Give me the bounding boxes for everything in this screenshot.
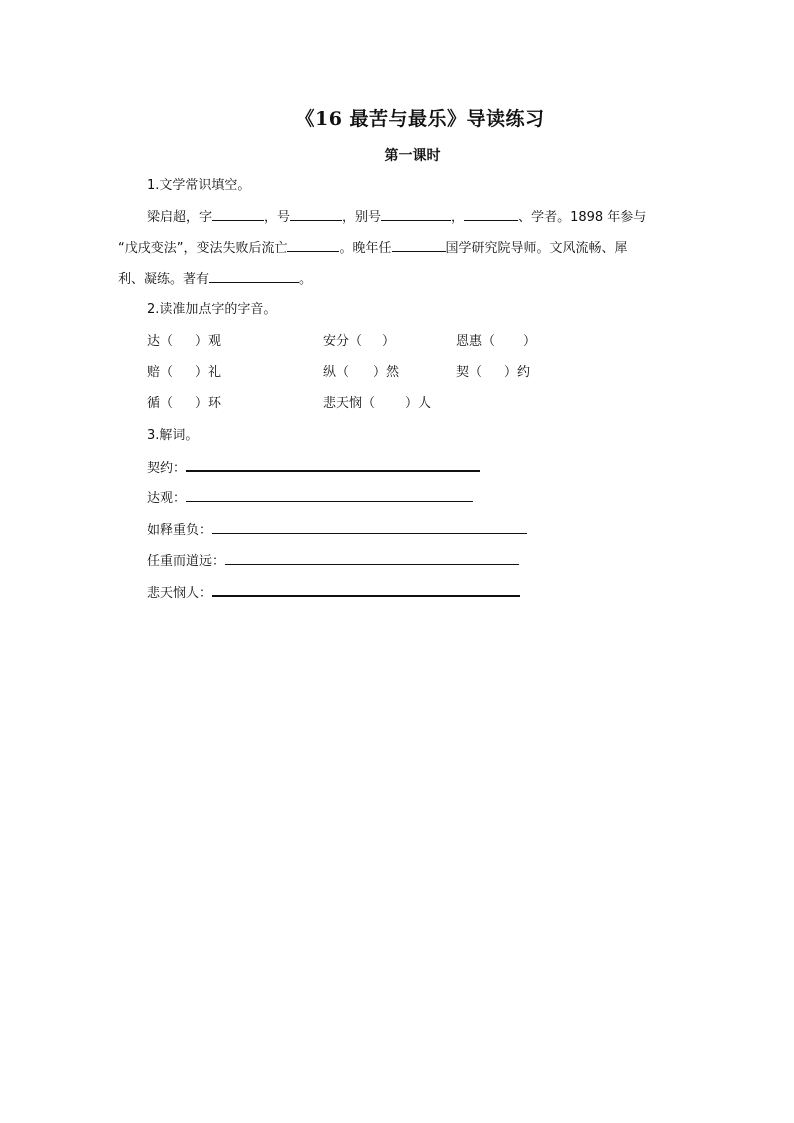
pinyin-item[interactable] <box>323 364 399 382</box>
fill-blank[interactable] <box>464 207 518 221</box>
pinyin-item[interactable] <box>323 333 395 351</box>
definition-term: 悲天悯人： <box>147 586 213 601</box>
definition-row <box>147 488 473 508</box>
pinyin-word-end: ）观 <box>195 334 222 349</box>
lesson-subtitle: 第一课时 <box>384 148 441 164</box>
q1-text: ，别号 <box>342 210 382 225</box>
definition-row <box>147 582 520 603</box>
pinyin-word-start: 悲天悯（ <box>323 396 376 411</box>
q1-text: ， <box>451 210 465 225</box>
q1-text: 。晚年任 <box>339 241 392 256</box>
pinyin-item[interactable] <box>147 333 221 351</box>
page-title: 《16 最苦与最乐》导读练习 <box>295 108 545 130</box>
q1-text: 梁启超，字 <box>147 210 213 225</box>
fill-blank[interactable] <box>392 238 446 252</box>
pinyin-word-end: ） <box>382 334 396 349</box>
pinyin-word-end: ） <box>523 334 537 349</box>
pinyin-word-start: 赔（ <box>147 365 174 380</box>
pinyin-item[interactable] <box>323 395 431 413</box>
q1-line-3 <box>118 269 312 289</box>
definition-term: 契约： <box>147 461 187 476</box>
pinyin-item[interactable] <box>147 364 221 382</box>
answer-line[interactable] <box>186 488 473 502</box>
q2-heading: 2.读准加点字的字音。 <box>147 302 277 317</box>
pinyin-word-start: 契（ <box>456 365 483 380</box>
q1-text: “戊戌变法”，变法失败后流亡 <box>118 241 288 256</box>
fill-blank[interactable] <box>212 207 264 221</box>
q1-text: 利、凝练。著有 <box>118 272 210 287</box>
fill-blank[interactable] <box>287 238 339 252</box>
fill-blank[interactable] <box>381 207 451 221</box>
definition-row <box>147 520 527 540</box>
pinyin-word-end: ）环 <box>195 396 222 411</box>
answer-line[interactable] <box>212 520 527 534</box>
q1-line-1 <box>147 207 646 227</box>
answer-line[interactable] <box>186 457 480 472</box>
q1-line-2 <box>118 238 628 258</box>
q1-text: ，号 <box>264 210 291 225</box>
q1-text: 。 <box>299 272 313 287</box>
q3-heading: 3.解词。 <box>147 428 199 443</box>
pinyin-item[interactable] <box>456 364 530 382</box>
definition-term: 任重而道远： <box>147 554 226 569</box>
fill-blank[interactable] <box>290 207 342 221</box>
answer-line[interactable] <box>225 551 519 565</box>
pinyin-item[interactable] <box>456 333 536 351</box>
answer-line[interactable] <box>212 582 520 597</box>
pinyin-word-end: ）然 <box>373 365 400 380</box>
pinyin-word-start: 安分（ <box>323 334 363 349</box>
pinyin-word-start: 纵（ <box>323 365 350 380</box>
q1-text: 国学研究院导师。文风流畅、犀 <box>445 241 628 256</box>
definition-term: 如释重负： <box>147 523 213 538</box>
definition-row <box>147 551 519 571</box>
pinyin-word-start: 循（ <box>147 396 174 411</box>
pinyin-item[interactable] <box>147 395 221 413</box>
definition-term: 达观： <box>147 491 187 506</box>
pinyin-word-end: ）约 <box>504 365 531 380</box>
pinyin-word-end: ）人 <box>405 396 432 411</box>
pinyin-word-start: 达（ <box>147 334 174 349</box>
pinyin-word-end: ）礼 <box>195 365 222 380</box>
fill-blank[interactable] <box>209 269 299 283</box>
definition-row <box>147 457 480 478</box>
pinyin-word-start: 恩惠（ <box>456 334 496 349</box>
q1-heading: 1.文学常识填空。 <box>147 178 251 193</box>
q1-text: 、学者。1898 年参与 <box>518 210 647 225</box>
